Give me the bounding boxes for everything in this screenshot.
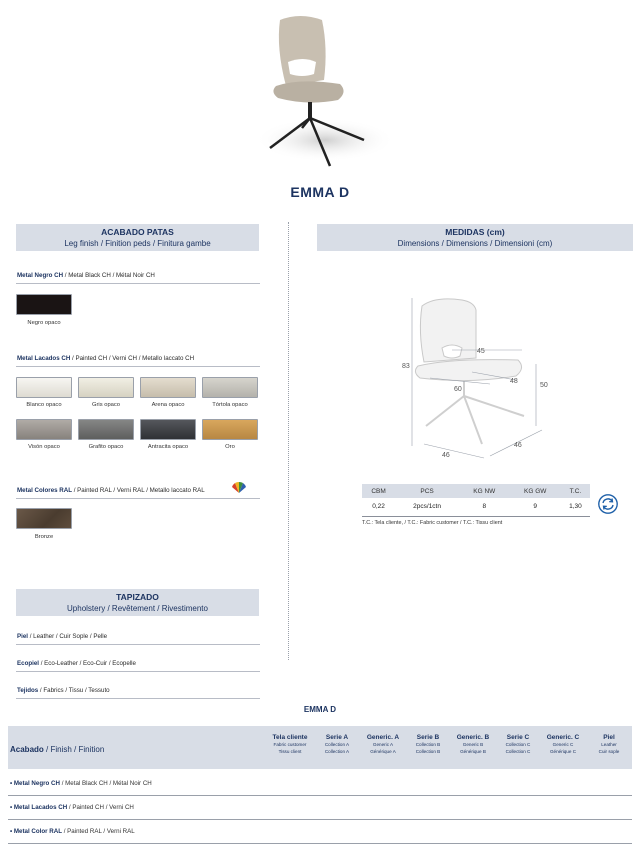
swatch-item [202,377,258,408]
swatch-name: Grafito opaco [88,444,124,450]
dim-width-top: 45 [477,348,485,355]
swatch-item [78,419,134,450]
group-label-painted: Metal Lacados CH / Painted CH / Verni CH / Metallo laccato CH [17,355,195,362]
column-header: Generic. B Generic B Générique B [456,734,490,754]
swatch-item [16,508,72,540]
chair-product-image [240,8,400,173]
column-header: CBM [362,484,395,498]
dim-base-depth: 46 [514,442,522,449]
leg-finish-title: ACABADO PATAS [101,227,174,237]
swatch-name: Antracita opaco [147,444,189,450]
dim-seat-depth: 48 [510,378,518,385]
tc-note: T.C.: Tela cliente, / T.C.: Fabric customer / T.C.: Tissu client [362,520,503,526]
swatch-name: Bronze [34,534,54,540]
column-header: Serie C Collection C Collection C [505,734,531,754]
dimensions-title: MEDIDAS (cm) [445,227,505,237]
swatch-name: Blanco opaco [26,402,62,408]
cell-pcs: 2pcs/1ctn [395,498,459,516]
color-swatch [16,419,72,440]
swatch-item [140,419,196,450]
color-swatch [16,508,72,529]
ral-fan-icon [231,481,247,495]
swatch-name: Visón opaco [28,444,60,450]
color-swatch [140,377,196,398]
dim-height: 83 [402,363,410,370]
color-swatch [78,377,134,398]
color-swatch [140,419,196,440]
table-row: • Metal Color RAL / Painted RAL / Verni RAL [8,820,632,844]
cell-kg-nw: 8 [459,498,510,516]
swatch-item [140,377,196,408]
group-label-black: Metal Negro CH / Metal Black CH / Métal Noir CH [17,272,155,279]
swatch-name: Gris opaco [91,402,121,408]
table-row: • Metal Negro CH / Metal Black CH / Métal Noir CH [8,772,632,796]
dim-seat-height: 50 [540,382,548,389]
table-row: • Metal Lacados CH / Painted CH / Verni CH [8,796,632,820]
dimensions-subtitle: Dimensions / Dimensions / Dimensioni (cm) [397,239,553,248]
divider [16,698,260,699]
divider [16,498,260,499]
column-header: T.C. [561,484,590,498]
column-header: Piel Leather Cuir sople [598,734,620,754]
column-header: KG NW [459,484,510,498]
swivel-rotation-icon [598,494,618,514]
upholstery-item: Ecopiel / Eco-Leather / Eco-Cuir / Ecopelle [17,660,136,667]
column-header: Tela cliente Fabric customer Tissu client [272,734,308,754]
swatch-item [16,419,72,450]
packaging-table [362,484,590,517]
table-header-row [362,484,590,498]
column-header: Serie A Collection A Collection A [324,734,350,754]
dim-base-width: 46 [442,452,450,459]
leg-finish-header [16,224,259,251]
finish-column-header: Acabado / Finish / Finition [10,745,105,754]
upholstery-subtitle: Upholstery / Revêtement / Rivestimento [67,604,208,613]
cell-tc: 1,30 [561,498,590,516]
column-header: PCS [395,484,459,498]
swatch-item [78,377,134,408]
swatch-name: Arena opaco [151,402,185,408]
divider [16,366,260,367]
dim-seat-front: 60 [454,386,462,393]
upholstery-item: Piel / Leather / Cuir Sople / Pelle [17,633,108,640]
divider [16,644,260,645]
model-title: EMMA D [290,184,350,200]
column-header: KG GW [510,484,561,498]
upholstery-header [16,589,259,616]
cell-cbm: 0,22 [362,498,395,516]
divider [16,671,260,672]
price-table-header [8,726,632,769]
color-swatch [202,377,258,398]
swatch-item [202,419,258,450]
divider [16,283,260,284]
color-swatch [202,419,258,440]
swatch-name: Tórtola opaco [212,402,248,408]
color-swatch [16,377,72,398]
cell-kg-gw: 9 [510,498,561,516]
swatch-item [16,377,72,408]
price-table-title: EMMA D [303,705,337,714]
color-swatch [16,294,72,315]
column-divider [288,222,289,660]
swatch-name: Oro [225,444,235,450]
leg-finish-subtitle: Leg finish / Finition peds / Finitura gambe [64,239,211,248]
color-swatch [78,419,134,440]
column-header: Serie B Collection B Collection B [415,734,441,754]
dimension-diagram [390,288,560,463]
group-label-ral: Metal Colores RAL / Painted RAL / Verni RAL / Metallo laccato RAL [17,487,205,494]
dimensions-header [317,224,633,251]
upholstery-title: TAPIZADO [116,592,159,602]
swatch-item [16,294,72,326]
column-header: Generic. A Generic A Générique A [366,734,400,754]
swatch-name: Negro opaco [27,320,61,326]
column-header: Generic. C Generic C Générique C [546,734,580,754]
upholstery-item: Tejidos / Fabrics / Tissu / Tessuto [17,687,110,694]
table-row [362,498,590,516]
